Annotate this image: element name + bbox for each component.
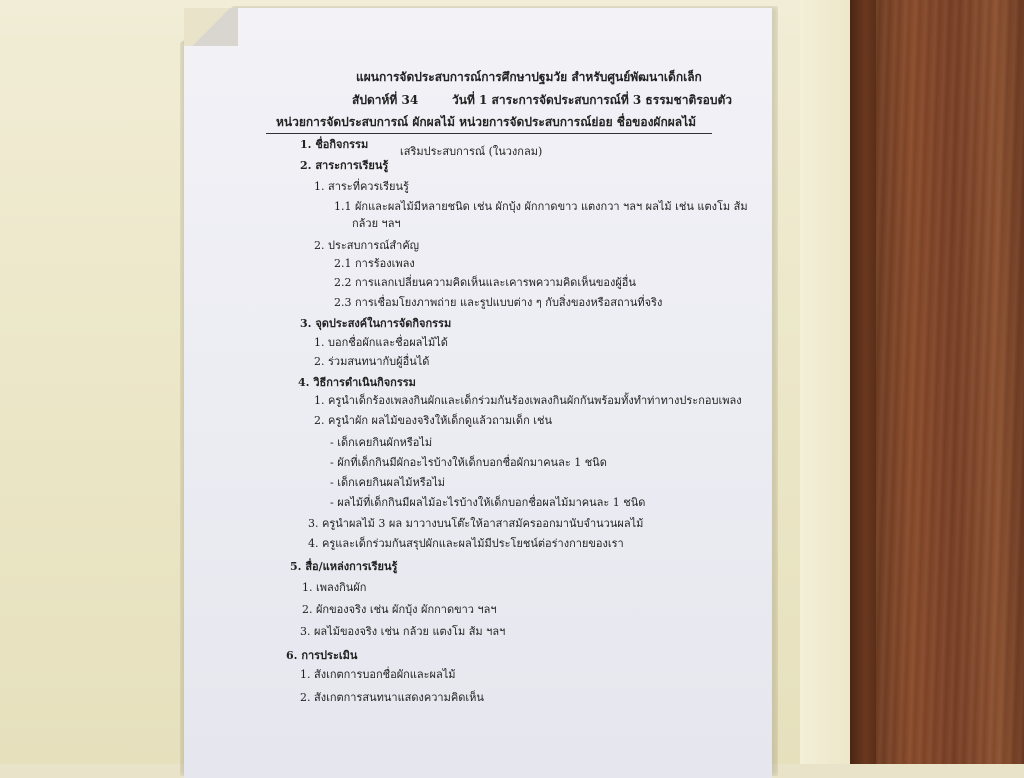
- section-4-2c: - เด็กเคยกินผลไม้หรือไม่: [330, 476, 446, 489]
- section-5-2: 2. ผักของจริง เช่น ผักบุ้ง ผักกาดขาว ฯลฯ: [302, 603, 497, 616]
- section-1-heading: 1. ชื่อกิจกรรม: [300, 138, 369, 151]
- doc-week: สัปดาห์ที่ 34: [352, 93, 419, 107]
- section-6-1: 1. สังเกตการบอกชื่อผักและผลไม้: [300, 668, 456, 681]
- section-2-1: 1. สาระที่ควรเรียนรู้: [314, 180, 409, 193]
- section-3-2: 2. ร่วมสนทนากับผู้อื่นได้: [314, 355, 430, 368]
- section-3-1: 1. บอกชื่อผักและชื่อผลไม้ได้: [314, 336, 448, 349]
- wood-seam: [850, 0, 876, 764]
- section-4-1: 1. ครูนำเด็กร้องเพลงกินผักและเด็กร่วมกันร้องเพลงกินผักกันพร้อมทั้งทำท่าทางประกอบเพลง: [314, 394, 742, 407]
- section-2-heading: 2. สาระการเรียนรู้: [300, 159, 389, 172]
- board-edge: [800, 0, 855, 764]
- section-4-2b: - ผักที่เด็กกินมีผักอะไรบ้างให้เด็กบอกชื่อผักมาคนละ 1 ชนิด: [330, 456, 607, 469]
- section-2-2-3: 2.3 การเชื่อมโยงภาพถ่าย และรูปแบบต่าง ๆ กับสิ่งของหรือสถานที่จริง: [334, 296, 663, 309]
- section-3-heading: 3. จุดประสงค์ในการจัดกิจกรรม: [300, 317, 452, 330]
- section-4-heading: 4. วิธีการดำเนินกิจกรรม: [298, 376, 416, 389]
- section-5-heading: 5. สื่อ/แหล่งการเรียนรู้: [290, 560, 398, 573]
- section-1-value: เสริมประสบการณ์ (ในวงกลม): [400, 145, 543, 158]
- section-2-2-1: 2.1 การร้องเพลง: [334, 257, 415, 270]
- section-4-3: 3. ครูนำผลไม้ 3 ผล มาวางบนโต๊ะให้อาสาสมัครออกมานับจำนวนผลไม้: [308, 517, 644, 530]
- section-5-1: 1. เพลงกินผัก: [302, 581, 367, 594]
- folded-corner: [184, 8, 238, 46]
- section-4-4: 4. ครูและเด็กร่วมกันสรุปผักและผลไม้มีประโยชน์ต่อร่างกายของเรา: [308, 537, 624, 550]
- section-4-2: 2. ครูนำผัก ผลไม้ของจริงให้เด็กดูแล้วถามเด็ก เช่น: [314, 414, 552, 427]
- section-6-2: 2. สังเกตการสนทนาแสดงความคิดเห็น: [300, 691, 484, 704]
- wooden-table: [850, 0, 1024, 764]
- doc-unit: หน่วยการจัดประสบการณ์ ผักผลไม้ หน่วยการจัดประสบการณ์ย่อย ชื่อของผักผลไม้: [276, 115, 697, 129]
- section-2-1-1b: กล้วย ฯลฯ: [352, 217, 401, 230]
- section-4-2a: - เด็กเคยกินผักหรือไม่: [330, 436, 433, 449]
- doc-day-topic: วันที่ 1 สาระการจัดประสบการณ์ที่ 3 ธรรมชาติรอบตัว: [452, 93, 733, 107]
- section-2-2-2: 2.2 การแลกเปลี่ยนความคิดเห็นและเคารพความคิดเห็นของผู้อื่น: [334, 276, 636, 289]
- header-rule: [266, 133, 712, 134]
- section-2-2: 2. ประสบการณ์สำคัญ: [314, 239, 420, 252]
- doc-title: แผนการจัดประสบการณ์การศึกษาปฐมวัย สำหรับศูนย์พัฒนาเด็กเล็ก: [356, 70, 702, 84]
- section-6-heading: 6. การประเมิน: [286, 649, 358, 662]
- section-5-3: 3. ผลไม้ของจริง เช่น กล้วย แตงโม ส้ม ฯลฯ: [300, 625, 506, 638]
- section-2-1-1a: 1.1 ผักและผลไม้มีหลายชนิด เช่น ผักบุ้ง ผักกาดขาว แตงกวา ฯลฯ ผลไม้ เช่น แตงโม ส้ม: [334, 200, 748, 213]
- section-4-2d: - ผลไม้ที่เด็กกินมีผลไม้อะไรบ้างให้เด็กบอกชื่อผลไม้มาคนละ 1 ชนิด: [330, 496, 646, 509]
